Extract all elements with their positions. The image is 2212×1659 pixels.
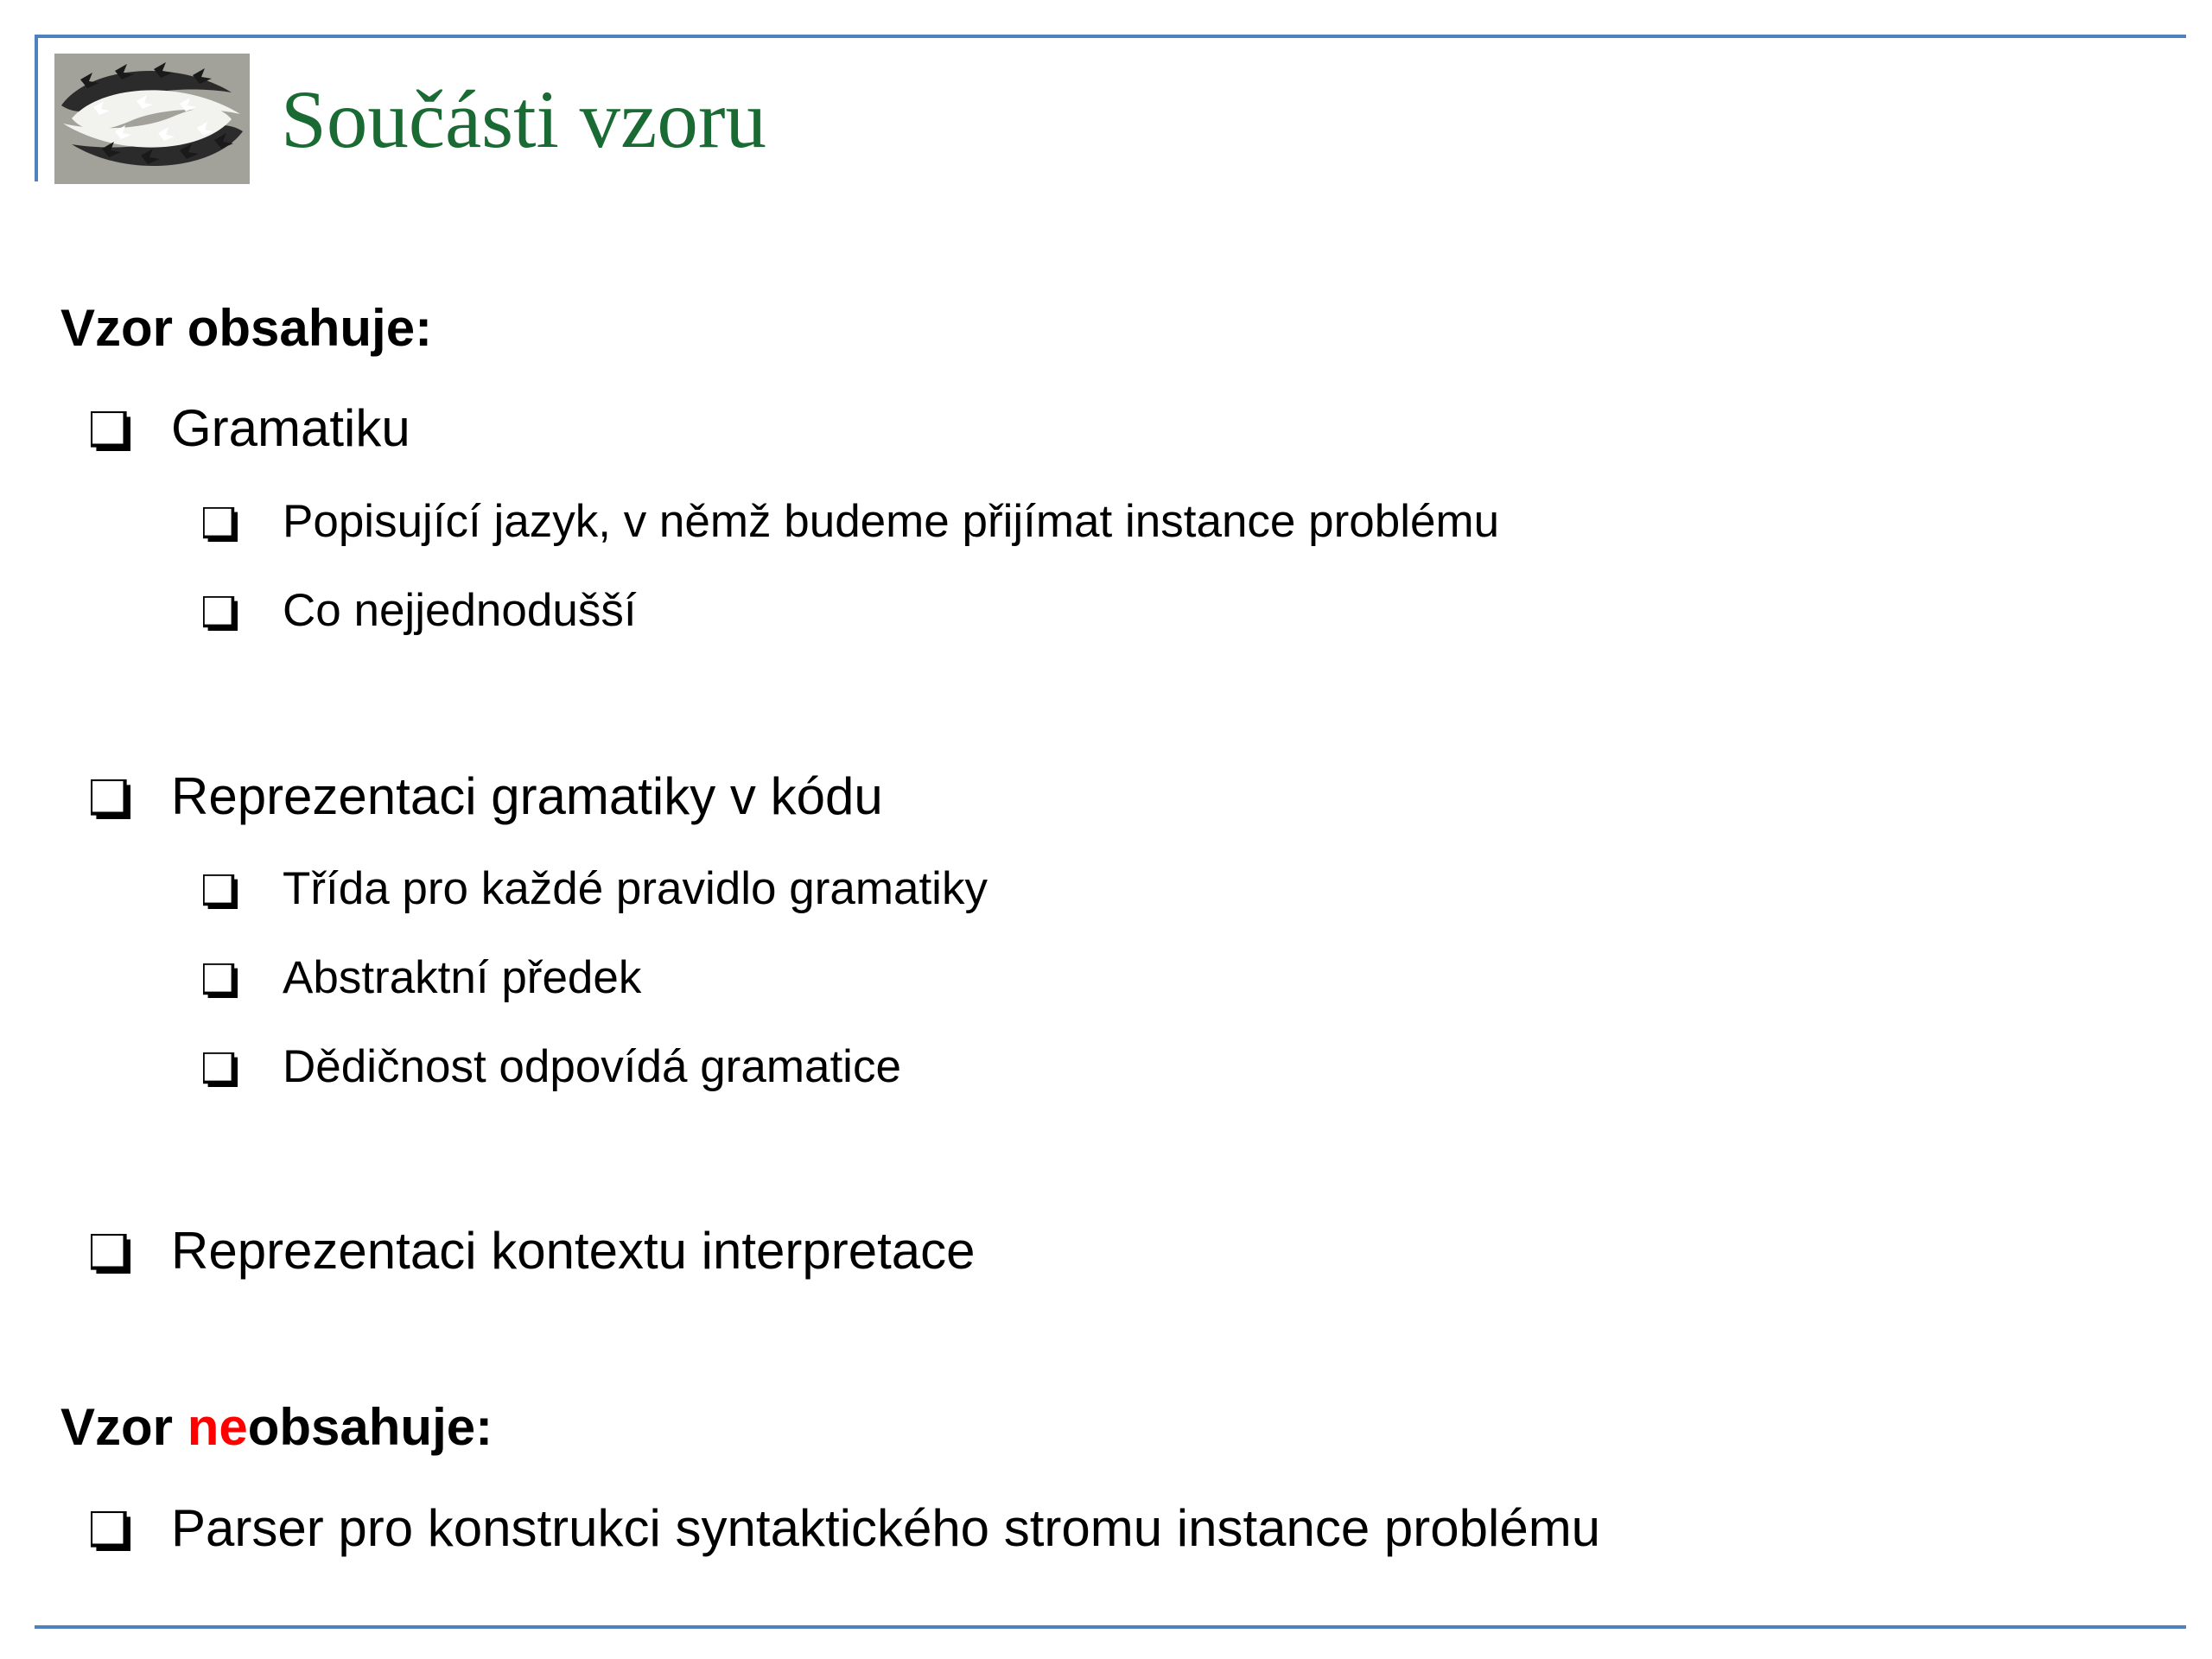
- list-subitem-text: Dědičnost odpovídá gramatice: [283, 1041, 901, 1092]
- list-subitem-text: Co nejjednodušší: [283, 585, 637, 636]
- list-subitem: [203, 494, 1499, 550]
- box-bullet-icon: [203, 1052, 238, 1087]
- list-item: [91, 1220, 976, 1282]
- box-bullet-icon: [203, 963, 238, 998]
- box-bullet-icon: [91, 779, 130, 819]
- slide-title: Součásti vzoru: [281, 73, 766, 165]
- list-subitem: [203, 1039, 901, 1095]
- list-subitem-text: Popisující jazyk, v němž budeme přijímat instance problému: [283, 496, 1500, 547]
- box-bullet-icon: [91, 1234, 130, 1274]
- list-item-text: Gramatiku: [171, 399, 410, 457]
- list-item-text: Reprezentaci gramatiky v kódu: [171, 767, 883, 825]
- box-bullet-icon: [91, 411, 130, 451]
- box-bullet-icon: [91, 1511, 130, 1551]
- list-item-text: Parser pro konstrukci syntaktického stromu instance problému: [171, 1499, 1601, 1557]
- not-contains-heading-accent: ne: [187, 1398, 248, 1456]
- top-rule: [35, 35, 2186, 38]
- left-rule: [35, 35, 38, 181]
- box-bullet-icon: [203, 596, 238, 631]
- escher-birds-tessellation-icon: [54, 54, 250, 184]
- list-item: [91, 1497, 1600, 1560]
- list-subitem: [203, 861, 988, 917]
- contains-heading: Vzor obsahuje:: [60, 299, 433, 357]
- box-bullet-icon: [203, 874, 238, 909]
- not-contains-heading-end: obsahuje:: [247, 1398, 493, 1456]
- box-bullet-icon: [203, 507, 238, 542]
- not-contains-heading: [60, 1396, 493, 1459]
- bottom-rule: [35, 1625, 2186, 1629]
- list-subitem: [203, 950, 641, 1006]
- list-item: [91, 766, 883, 828]
- not-contains-heading-start: Vzor: [60, 1398, 188, 1456]
- list-item: [91, 397, 410, 460]
- list-item-text: Reprezentaci kontextu interpretace: [171, 1222, 976, 1280]
- list-subitem-text: Abstraktní předek: [283, 952, 642, 1003]
- list-subitem-text: Třída pro každé pravidlo gramatiky: [283, 863, 988, 914]
- list-subitem: [203, 583, 637, 639]
